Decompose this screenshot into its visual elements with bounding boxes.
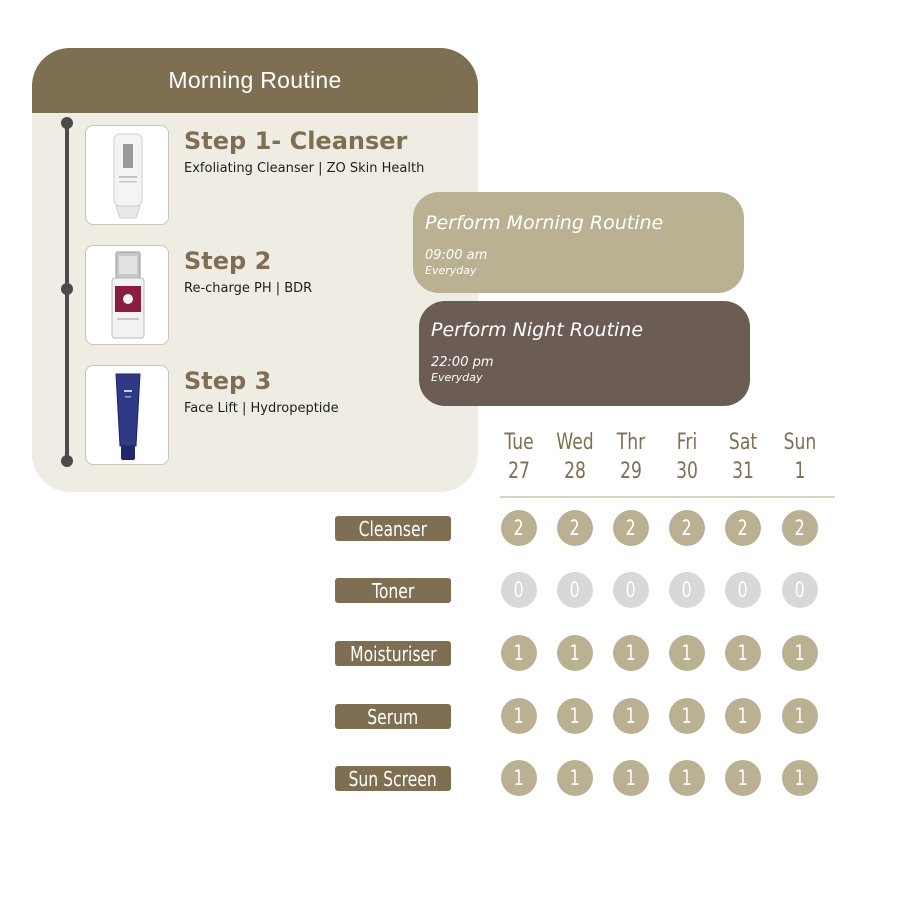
usage-count: 1 <box>794 704 806 728</box>
timeline-dot <box>61 283 73 295</box>
usage-count-badge[interactable] <box>613 760 649 796</box>
day-header[interactable] <box>556 428 593 486</box>
usage-count-badge[interactable] <box>557 572 593 608</box>
blue-tube-image <box>85 365 169 465</box>
usage-count-badge[interactable] <box>669 698 705 734</box>
night-routine-reminder[interactable] <box>419 301 750 406</box>
step-product: Exfoliating Cleanser | ZO Skin Health <box>184 161 425 176</box>
usage-count-badge[interactable] <box>613 635 649 671</box>
serum-bottle-image <box>85 245 169 345</box>
usage-count-badge[interactable] <box>613 510 649 546</box>
routine-step-3[interactable] <box>85 365 465 465</box>
usage-count-badge[interactable] <box>669 760 705 796</box>
category-text: Serum <box>367 704 419 729</box>
usage-count-badge[interactable] <box>557 510 593 546</box>
usage-count-badge[interactable] <box>725 760 761 796</box>
product-category-label <box>335 516 451 541</box>
reminder-time: 22:00 pm <box>431 355 494 370</box>
usage-count: 0 <box>737 578 749 602</box>
usage-count-badge[interactable] <box>557 635 593 671</box>
category-text: Sun Screen <box>348 766 438 791</box>
morning-routine-reminder[interactable] <box>413 192 744 293</box>
usage-count-badge[interactable] <box>669 635 705 671</box>
usage-count: 2 <box>513 516 525 540</box>
usage-count: 1 <box>737 641 749 665</box>
product-category-label <box>335 766 451 791</box>
usage-count-badge[interactable] <box>501 572 537 608</box>
usage-count: 1 <box>681 766 693 790</box>
usage-count-badge[interactable] <box>782 760 818 796</box>
day-name: Sun <box>783 430 817 455</box>
day-date: 31 <box>732 459 754 484</box>
usage-count-badge[interactable] <box>501 760 537 796</box>
usage-count-badge[interactable] <box>501 510 537 546</box>
usage-count: 1 <box>569 704 581 728</box>
usage-count: 1 <box>794 766 806 790</box>
usage-count-badge[interactable] <box>725 635 761 671</box>
product-category-label <box>335 704 451 729</box>
usage-count-badge[interactable] <box>725 698 761 734</box>
reminder-title: Perform Morning Routine <box>425 212 664 234</box>
usage-count: 1 <box>625 641 637 665</box>
usage-count-badge[interactable] <box>557 698 593 734</box>
usage-count: 1 <box>569 641 581 665</box>
usage-count-badge[interactable] <box>669 510 705 546</box>
step-product: Face Lift | Hydropeptide <box>184 401 339 416</box>
day-header[interactable] <box>668 428 705 486</box>
day-name: Sat <box>728 430 758 455</box>
usage-count: 0 <box>625 578 637 602</box>
usage-count: 2 <box>737 516 749 540</box>
morning-routine-title: Morning Routine <box>32 48 478 113</box>
usage-count-badge[interactable] <box>725 510 761 546</box>
category-text: Moisturiser <box>349 641 437 666</box>
morning-routine-card <box>32 48 478 492</box>
usage-count-badge[interactable] <box>501 698 537 734</box>
usage-count: 1 <box>737 766 749 790</box>
timeline-dot <box>61 117 73 129</box>
day-name: Thr <box>616 430 646 455</box>
day-header[interactable] <box>500 428 537 486</box>
day-header[interactable] <box>781 428 818 486</box>
step-title: Step 2 <box>184 247 272 275</box>
day-date: 29 <box>620 459 642 484</box>
reminder-title: Perform Night Routine <box>431 319 644 341</box>
timeline-dot <box>61 455 73 467</box>
step-title: Step 1- Cleanser <box>184 127 408 155</box>
usage-count: 1 <box>513 641 525 665</box>
usage-count-badge[interactable] <box>501 635 537 671</box>
usage-count-badge[interactable] <box>725 572 761 608</box>
tracker-divider <box>500 496 835 498</box>
usage-count: 1 <box>737 704 749 728</box>
usage-count: 1 <box>625 704 637 728</box>
reminder-frequency: Everyday <box>425 264 477 277</box>
usage-count: 0 <box>681 578 693 602</box>
usage-count: 2 <box>681 516 693 540</box>
usage-count-badge[interactable] <box>557 760 593 796</box>
usage-count: 0 <box>513 578 525 602</box>
usage-count-badge[interactable] <box>782 510 818 546</box>
category-text: Toner <box>371 578 415 603</box>
usage-count: 1 <box>569 766 581 790</box>
usage-count: 2 <box>625 516 637 540</box>
routine-step-1[interactable] <box>85 125 465 225</box>
day-date: 27 <box>508 459 530 484</box>
day-name: Wed <box>556 430 594 455</box>
usage-count-badge[interactable] <box>613 572 649 608</box>
reminder-time: 09:00 am <box>425 248 488 263</box>
day-header[interactable] <box>724 428 761 486</box>
usage-count-badge[interactable] <box>613 698 649 734</box>
day-date: 28 <box>564 459 586 484</box>
category-text: Cleanser <box>358 516 428 541</box>
usage-count: 1 <box>513 766 525 790</box>
usage-count: 0 <box>794 578 806 602</box>
cleanser-tube-image <box>85 125 169 225</box>
step-title: Step 3 <box>184 367 272 395</box>
day-name: Tue <box>504 430 534 455</box>
day-name: Fri <box>676 430 698 455</box>
day-header[interactable] <box>612 428 649 486</box>
usage-count: 2 <box>569 516 581 540</box>
usage-count: 2 <box>794 516 806 540</box>
usage-count: 1 <box>794 641 806 665</box>
product-category-label <box>335 641 451 666</box>
usage-count: 1 <box>681 641 693 665</box>
reminder-frequency: Everyday <box>431 371 483 384</box>
day-date: 1 <box>794 459 806 484</box>
usage-count-badge[interactable] <box>782 635 818 671</box>
usage-count-badge[interactable] <box>669 572 705 608</box>
day-date: 30 <box>676 459 698 484</box>
usage-count: 1 <box>625 766 637 790</box>
usage-count-badge[interactable] <box>782 572 818 608</box>
usage-count-badge[interactable] <box>782 698 818 734</box>
usage-count: 0 <box>569 578 581 602</box>
routine-step-2[interactable] <box>85 245 465 345</box>
step-product: Re-charge PH | BDR <box>184 281 313 296</box>
product-category-label <box>335 578 451 603</box>
usage-count: 1 <box>681 704 693 728</box>
usage-count: 1 <box>513 704 525 728</box>
